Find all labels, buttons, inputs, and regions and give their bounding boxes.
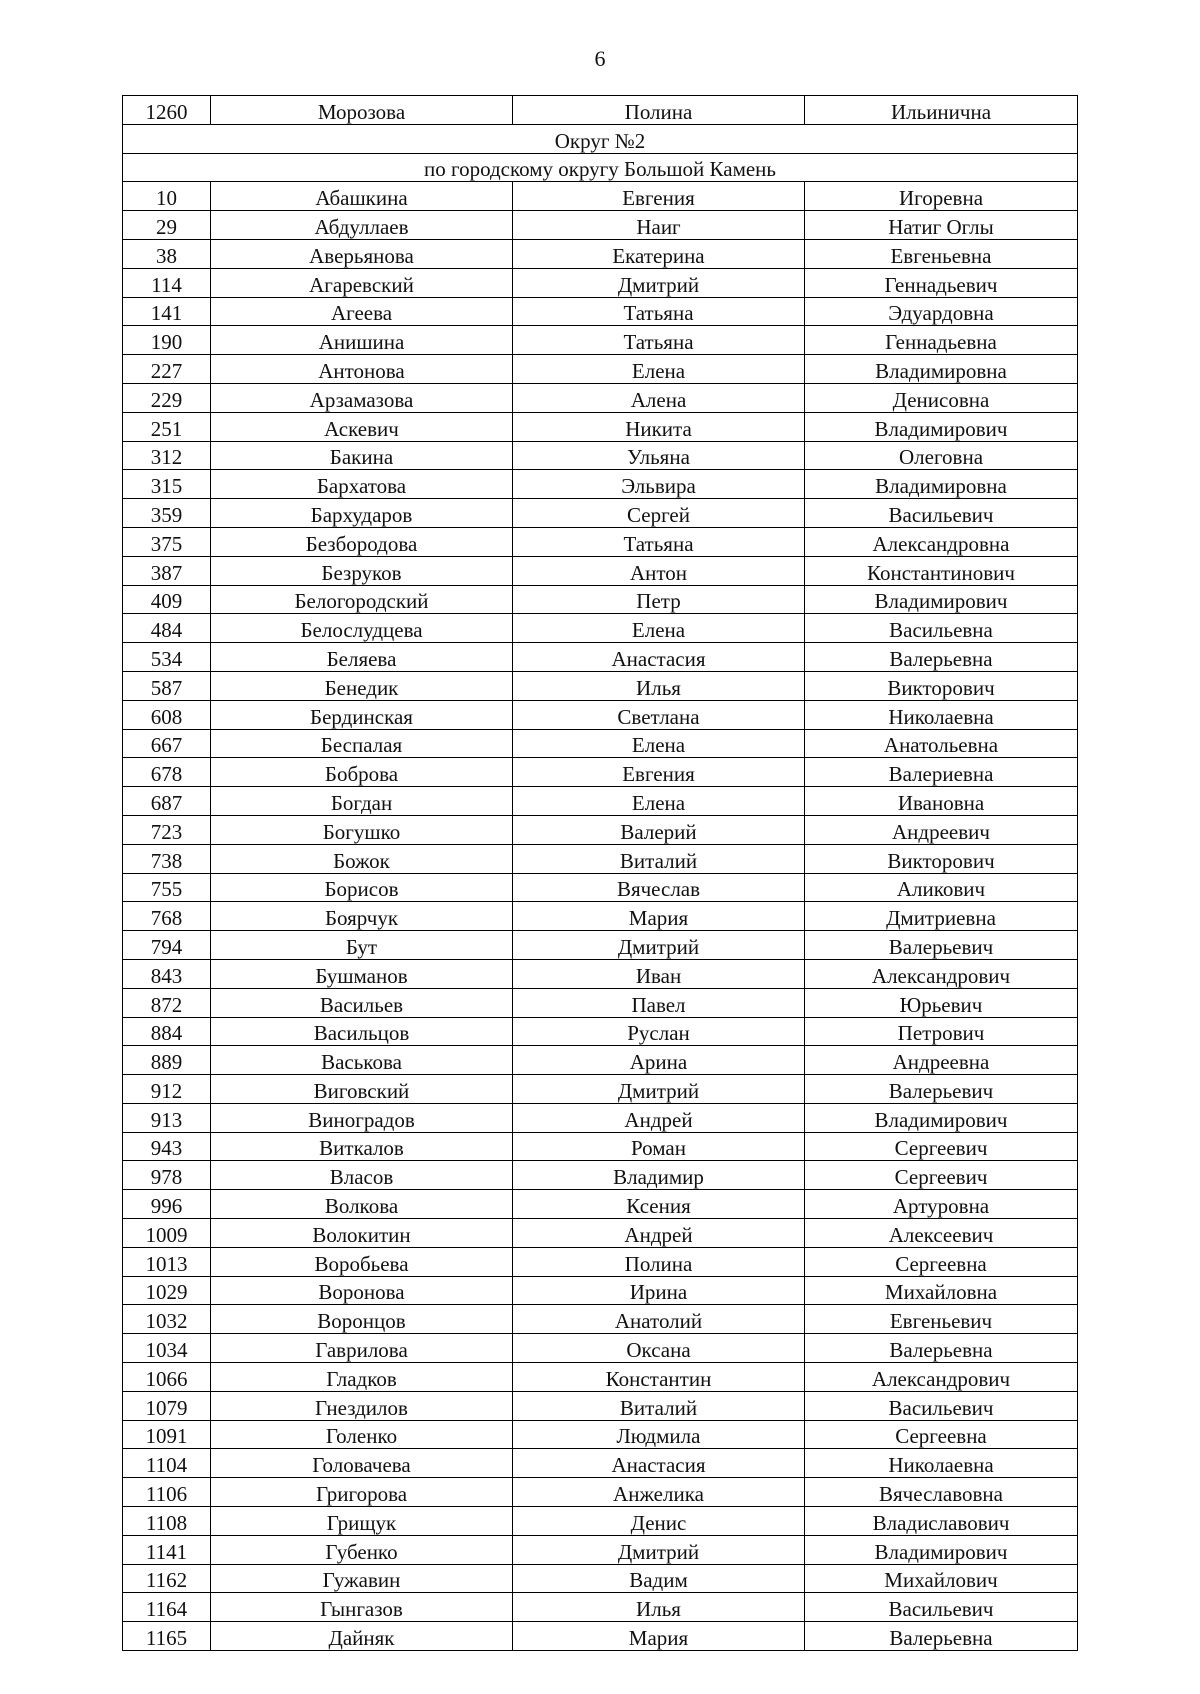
- table-row: [123, 1334, 1078, 1363]
- table-row: [123, 988, 1078, 1017]
- cell-first-name: Полина: [513, 96, 805, 125]
- table-row: [123, 1564, 1078, 1593]
- table-row: [123, 931, 1078, 960]
- cell-patronymic: Владимирович: [805, 1103, 1078, 1132]
- table-row: [123, 1017, 1078, 1046]
- cell-number: 1091: [123, 1420, 211, 1449]
- cell-patronymic: Олеговна: [805, 441, 1078, 470]
- cell-number: 1165: [123, 1622, 211, 1651]
- cell-first-name: Сергей: [513, 499, 805, 528]
- table-row: [123, 1507, 1078, 1536]
- cell-first-name: Арина: [513, 1046, 805, 1075]
- table-row: [123, 815, 1078, 844]
- cell-patronymic: Михайловна: [805, 1276, 1078, 1305]
- cell-first-name: Петр: [513, 585, 805, 614]
- table-row: [123, 1305, 1078, 1334]
- cell-patronymic: Дмитриевна: [805, 902, 1078, 931]
- cell-patronymic: Васильевна: [805, 614, 1078, 643]
- table-row: [123, 499, 1078, 528]
- table-row: [123, 671, 1078, 700]
- cell-number: 943: [123, 1132, 211, 1161]
- cell-patronymic: Евгеньевич: [805, 1305, 1078, 1334]
- cell-number: 884: [123, 1017, 211, 1046]
- cell-last-name: Антонова: [211, 355, 513, 384]
- table-row: [123, 1276, 1078, 1305]
- cell-first-name: Павел: [513, 988, 805, 1017]
- table-row: [123, 297, 1078, 326]
- cell-number: 315: [123, 470, 211, 499]
- table-row: [123, 1132, 1078, 1161]
- cell-first-name: Ульяна: [513, 441, 805, 470]
- cell-last-name: Гужавин: [211, 1564, 513, 1593]
- cell-patronymic: Владимирович: [805, 585, 1078, 614]
- cell-first-name: Владимир: [513, 1161, 805, 1190]
- cell-patronymic: Николаевна: [805, 1449, 1078, 1478]
- cell-patronymic: Васильевич: [805, 1593, 1078, 1622]
- cell-first-name: Оксана: [513, 1334, 805, 1363]
- cell-patronymic: Владиславович: [805, 1507, 1078, 1536]
- cell-last-name: Бердинская: [211, 700, 513, 729]
- cell-first-name: Татьяна: [513, 527, 805, 556]
- table-row: [123, 1190, 1078, 1219]
- cell-patronymic: Ивановна: [805, 787, 1078, 816]
- roster-body: [123, 96, 1078, 1651]
- cell-first-name: Людмила: [513, 1420, 805, 1449]
- cell-last-name: Воронцов: [211, 1305, 513, 1334]
- cell-first-name: Дмитрий: [513, 931, 805, 960]
- cell-number: 678: [123, 758, 211, 787]
- section-title: Округ №2: [123, 124, 1078, 153]
- cell-patronymic: Аликович: [805, 873, 1078, 902]
- cell-first-name: Роман: [513, 1132, 805, 1161]
- section-title-row: [123, 124, 1078, 153]
- cell-number: 38: [123, 239, 211, 268]
- cell-number: 1260: [123, 96, 211, 125]
- cell-patronymic: Сергеевна: [805, 1247, 1078, 1276]
- cell-last-name: Волокитин: [211, 1219, 513, 1248]
- cell-patronymic: Валерьевна: [805, 643, 1078, 672]
- table-row: [123, 182, 1078, 211]
- cell-first-name: Руслан: [513, 1017, 805, 1046]
- cell-number: 375: [123, 527, 211, 556]
- cell-number: 114: [123, 268, 211, 297]
- cell-first-name: Ксения: [513, 1190, 805, 1219]
- cell-number: 996: [123, 1190, 211, 1219]
- table-row: [123, 758, 1078, 787]
- table-row: [123, 556, 1078, 585]
- cell-patronymic: Геннадьевич: [805, 268, 1078, 297]
- cell-patronymic: Артуровна: [805, 1190, 1078, 1219]
- cell-patronymic: Евгеньевна: [805, 239, 1078, 268]
- cell-last-name: Белогородский: [211, 585, 513, 614]
- cell-number: 872: [123, 988, 211, 1017]
- cell-patronymic: Константинович: [805, 556, 1078, 585]
- cell-patronymic: Денисовна: [805, 383, 1078, 412]
- table-row: [123, 643, 1078, 672]
- page-number: 6: [594, 46, 606, 71]
- cell-patronymic: Сергеевна: [805, 1420, 1078, 1449]
- cell-last-name: Виноградов: [211, 1103, 513, 1132]
- cell-number: 768: [123, 902, 211, 931]
- table-row: [123, 211, 1078, 240]
- cell-last-name: Агаревский: [211, 268, 513, 297]
- cell-first-name: Наиг: [513, 211, 805, 240]
- cell-number: 913: [123, 1103, 211, 1132]
- cell-last-name: Воробьева: [211, 1247, 513, 1276]
- cell-number: 1013: [123, 1247, 211, 1276]
- cell-number: 587: [123, 671, 211, 700]
- table-row: [123, 902, 1078, 931]
- cell-last-name: Безруков: [211, 556, 513, 585]
- cell-first-name: Анатолий: [513, 1305, 805, 1334]
- cell-number: 484: [123, 614, 211, 643]
- cell-first-name: Иван: [513, 959, 805, 988]
- cell-number: 1034: [123, 1334, 211, 1363]
- cell-last-name: Дайняк: [211, 1622, 513, 1651]
- cell-first-name: Илья: [513, 671, 805, 700]
- cell-last-name: Бут: [211, 931, 513, 960]
- cell-first-name: Полина: [513, 1247, 805, 1276]
- cell-last-name: Бушманов: [211, 959, 513, 988]
- cell-number: 141: [123, 297, 211, 326]
- cell-patronymic: Петрович: [805, 1017, 1078, 1046]
- cell-first-name: Елена: [513, 729, 805, 758]
- cell-number: 978: [123, 1161, 211, 1190]
- table-row: [123, 787, 1078, 816]
- cell-number: 667: [123, 729, 211, 758]
- table-row: [123, 355, 1078, 384]
- table-row: [123, 412, 1078, 441]
- cell-patronymic: Васильевич: [805, 499, 1078, 528]
- cell-first-name: Татьяна: [513, 297, 805, 326]
- cell-first-name: Виталий: [513, 844, 805, 873]
- cell-first-name: Денис: [513, 1507, 805, 1536]
- cell-number: 409: [123, 585, 211, 614]
- cell-last-name: Бархатова: [211, 470, 513, 499]
- cell-number: 1162: [123, 1564, 211, 1593]
- cell-last-name: Бархударов: [211, 499, 513, 528]
- table-row: [123, 1391, 1078, 1420]
- cell-number: 1106: [123, 1478, 211, 1507]
- cell-patronymic: Николаевна: [805, 700, 1078, 729]
- table-row: [123, 441, 1078, 470]
- cell-last-name: Безбородова: [211, 527, 513, 556]
- table-row: [123, 326, 1078, 355]
- cell-first-name: Дмитрий: [513, 1535, 805, 1564]
- section-subtitle: по городскому округу Большой Камень: [123, 153, 1078, 182]
- cell-number: 889: [123, 1046, 211, 1075]
- cell-last-name: Голенко: [211, 1420, 513, 1449]
- cell-last-name: Беляева: [211, 643, 513, 672]
- cell-number: 1032: [123, 1305, 211, 1334]
- cell-patronymic: Александрович: [805, 959, 1078, 988]
- cell-last-name: Боброва: [211, 758, 513, 787]
- table-row: [123, 1219, 1078, 1248]
- cell-last-name: Агеева: [211, 297, 513, 326]
- cell-first-name: Илья: [513, 1593, 805, 1622]
- cell-first-name: Светлана: [513, 700, 805, 729]
- cell-last-name: Анишина: [211, 326, 513, 355]
- cell-first-name: Екатерина: [513, 239, 805, 268]
- table-row: [123, 1103, 1078, 1132]
- cell-number: 229: [123, 383, 211, 412]
- cell-last-name: Васильцов: [211, 1017, 513, 1046]
- cell-patronymic: Васильевич: [805, 1391, 1078, 1420]
- table-row: [123, 614, 1078, 643]
- cell-last-name: Васильев: [211, 988, 513, 1017]
- cell-last-name: Абашкина: [211, 182, 513, 211]
- cell-first-name: Мария: [513, 1622, 805, 1651]
- table-row: [123, 1593, 1078, 1622]
- cell-number: 1108: [123, 1507, 211, 1536]
- cell-last-name: Богдан: [211, 787, 513, 816]
- table-row: [123, 268, 1078, 297]
- cell-number: 10: [123, 182, 211, 211]
- cell-first-name: Елена: [513, 355, 805, 384]
- cell-patronymic: Юрьевич: [805, 988, 1078, 1017]
- cell-patronymic: Вячеславовна: [805, 1478, 1078, 1507]
- cell-first-name: Дмитрий: [513, 268, 805, 297]
- cell-first-name: Андрей: [513, 1219, 805, 1248]
- cell-last-name: Арзамазова: [211, 383, 513, 412]
- table-row: [123, 1622, 1078, 1651]
- cell-first-name: Эльвира: [513, 470, 805, 499]
- cell-patronymic: Владимировна: [805, 470, 1078, 499]
- cell-number: 1141: [123, 1535, 211, 1564]
- cell-last-name: Виткалов: [211, 1132, 513, 1161]
- cell-last-name: Гладков: [211, 1363, 513, 1392]
- cell-number: 359: [123, 499, 211, 528]
- cell-patronymic: Михайлович: [805, 1564, 1078, 1593]
- cell-first-name: Валерий: [513, 815, 805, 844]
- table-row: [123, 1046, 1078, 1075]
- cell-number: 387: [123, 556, 211, 585]
- cell-last-name: Губенко: [211, 1535, 513, 1564]
- table-row: [123, 470, 1078, 499]
- cell-last-name: Аскевич: [211, 412, 513, 441]
- cell-patronymic: Александровна: [805, 527, 1078, 556]
- cell-patronymic: Владимировна: [805, 355, 1078, 384]
- cell-patronymic: Андреевич: [805, 815, 1078, 844]
- cell-patronymic: Владимирович: [805, 1535, 1078, 1564]
- cell-patronymic: Викторович: [805, 844, 1078, 873]
- cell-number: 723: [123, 815, 211, 844]
- cell-number: 227: [123, 355, 211, 384]
- cell-first-name: Елена: [513, 787, 805, 816]
- cell-first-name: Ирина: [513, 1276, 805, 1305]
- cell-patronymic: Валерьевич: [805, 931, 1078, 960]
- cell-last-name: Васькова: [211, 1046, 513, 1075]
- cell-patronymic: Владимирович: [805, 412, 1078, 441]
- cell-last-name: Морозова: [211, 96, 513, 125]
- table-row: [123, 96, 1078, 125]
- cell-last-name: Гнездилов: [211, 1391, 513, 1420]
- cell-patronymic: Андреевна: [805, 1046, 1078, 1075]
- table-row: [123, 1161, 1078, 1190]
- cell-patronymic: Валерьевич: [805, 1075, 1078, 1104]
- cell-number: 1066: [123, 1363, 211, 1392]
- cell-first-name: Евгения: [513, 758, 805, 787]
- cell-number: 1079: [123, 1391, 211, 1420]
- cell-patronymic: Эдуардовна: [805, 297, 1078, 326]
- cell-number: 794: [123, 931, 211, 960]
- cell-patronymic: Натиг Оглы: [805, 211, 1078, 240]
- cell-number: 190: [123, 326, 211, 355]
- cell-first-name: Мария: [513, 902, 805, 931]
- cell-last-name: Воронова: [211, 1276, 513, 1305]
- table-row: [123, 239, 1078, 268]
- section-subtitle-row: [123, 153, 1078, 182]
- table-row: [123, 873, 1078, 902]
- roster-table: [122, 95, 1078, 1651]
- cell-first-name: Константин: [513, 1363, 805, 1392]
- table-row: [123, 959, 1078, 988]
- cell-number: 843: [123, 959, 211, 988]
- cell-last-name: Григорова: [211, 1478, 513, 1507]
- cell-number: 1104: [123, 1449, 211, 1478]
- cell-number: 312: [123, 441, 211, 470]
- cell-last-name: Бакина: [211, 441, 513, 470]
- table-row: [123, 1420, 1078, 1449]
- cell-last-name: Боярчук: [211, 902, 513, 931]
- cell-last-name: Бенедик: [211, 671, 513, 700]
- cell-first-name: Елена: [513, 614, 805, 643]
- cell-first-name: Никита: [513, 412, 805, 441]
- cell-first-name: Анастасия: [513, 1449, 805, 1478]
- cell-first-name: Дмитрий: [513, 1075, 805, 1104]
- cell-last-name: Божок: [211, 844, 513, 873]
- cell-first-name: Евгения: [513, 182, 805, 211]
- cell-last-name: Головачева: [211, 1449, 513, 1478]
- cell-number: 738: [123, 844, 211, 873]
- cell-patronymic: Валерьевна: [805, 1334, 1078, 1363]
- table-row: [123, 700, 1078, 729]
- table-row: [123, 1449, 1078, 1478]
- cell-number: 29: [123, 211, 211, 240]
- table-row: [123, 1535, 1078, 1564]
- cell-first-name: Андрей: [513, 1103, 805, 1132]
- cell-number: 1164: [123, 1593, 211, 1622]
- cell-last-name: Виговский: [211, 1075, 513, 1104]
- cell-patronymic: Викторович: [805, 671, 1078, 700]
- cell-patronymic: Валериевна: [805, 758, 1078, 787]
- cell-patronymic: Геннадьевна: [805, 326, 1078, 355]
- cell-number: 534: [123, 643, 211, 672]
- cell-first-name: Антон: [513, 556, 805, 585]
- cell-last-name: Богушко: [211, 815, 513, 844]
- table-row: [123, 1363, 1078, 1392]
- table-row: [123, 1247, 1078, 1276]
- cell-first-name: Виталий: [513, 1391, 805, 1420]
- cell-first-name: Вадим: [513, 1564, 805, 1593]
- cell-number: 1029: [123, 1276, 211, 1305]
- cell-number: 755: [123, 873, 211, 902]
- table-row: [123, 585, 1078, 614]
- cell-last-name: Абдуллаев: [211, 211, 513, 240]
- cell-last-name: Власов: [211, 1161, 513, 1190]
- cell-patronymic: Сергеевич: [805, 1161, 1078, 1190]
- table-row: [123, 844, 1078, 873]
- cell-last-name: Борисов: [211, 873, 513, 902]
- cell-patronymic: Алексеевич: [805, 1219, 1078, 1248]
- cell-last-name: Белослудцева: [211, 614, 513, 643]
- cell-first-name: Вячеслав: [513, 873, 805, 902]
- table-row: [123, 1075, 1078, 1104]
- cell-patronymic: Валерьевна: [805, 1622, 1078, 1651]
- cell-number: 251: [123, 412, 211, 441]
- cell-last-name: Гынгазов: [211, 1593, 513, 1622]
- cell-last-name: Беспалая: [211, 729, 513, 758]
- cell-first-name: Анжелика: [513, 1478, 805, 1507]
- table-row: [123, 1478, 1078, 1507]
- cell-last-name: Волкова: [211, 1190, 513, 1219]
- cell-first-name: Татьяна: [513, 326, 805, 355]
- table-row: [123, 527, 1078, 556]
- cell-first-name: Анастасия: [513, 643, 805, 672]
- cell-patronymic: Александрович: [805, 1363, 1078, 1392]
- cell-patronymic: Сергеевич: [805, 1132, 1078, 1161]
- table-row: [123, 729, 1078, 758]
- cell-patronymic: Игоревна: [805, 182, 1078, 211]
- cell-last-name: Гаврилова: [211, 1334, 513, 1363]
- cell-patronymic: Анатольевна: [805, 729, 1078, 758]
- cell-last-name: Грищук: [211, 1507, 513, 1536]
- cell-number: 608: [123, 700, 211, 729]
- cell-last-name: Аверьянова: [211, 239, 513, 268]
- cell-number: 687: [123, 787, 211, 816]
- cell-number: 1009: [123, 1219, 211, 1248]
- table-row: [123, 383, 1078, 412]
- cell-patronymic: Ильинична: [805, 96, 1078, 125]
- cell-number: 912: [123, 1075, 211, 1104]
- cell-first-name: Алена: [513, 383, 805, 412]
